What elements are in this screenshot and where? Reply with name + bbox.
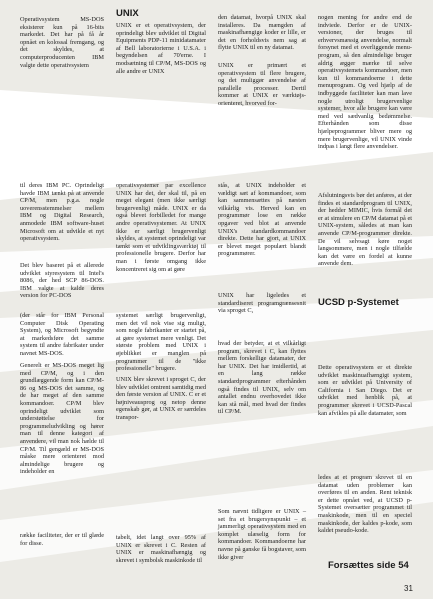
col4-para-2: Afslutningsvis bør det anføres, at der findes et standardprogram til UNIX, der hedder MIMIC, hvis formål det er at simulere en CP/M datamat på et UNIX-system, således at man kan anvende CP/M-programmer direkte. De vil selvsagt køre noget langsommere, men i nogle tilfælde kan det være en fordel at kunne anvende dem.	[318, 192, 412, 268]
col2-para-2: operativsystemer par excellence UNIX har det, der skal til, på en meget elegant (men ikke særligt brugervenlig) måde. UNIX er da også blevet forbilledet for mange andre operativsystemer. At UNIX ikke er særligt brugervenligt skyldes, at systemet oprindeligt var tænkt som et udviklingsværktøj til professionelle brugere. Derfor har man i første omgang ikke koncentreret sig om at gøre	[116, 182, 206, 273]
col3-para-4: UNIX har ligeledes et standardiseret programgrænsesnit via sproget C,	[218, 292, 306, 315]
col2-para-1: UNIX er et operativsystem, der oprindeligt blev udviklet til Digital Equipments PDP-11 minidatamater af Bell laboratorierne i U.S.A. i begyndelsen af 70'erne. I modsætning til CP/M, MS-DOS og alle andre er UNIX	[116, 22, 206, 75]
col1-para-6: række faciliteter, der er til glæde for disse.	[20, 532, 104, 547]
col3-para-3: stås, at UNIX indeholder et vældigt sæt af kommandoer, som kan sammensættes på næsten vilkårlig vis. Herved kan en programmør lose en række opgaver ved blot at anvende UNIX's standardkommandoer direkte. Dette har gjort, at UNIX er blevet meget populært blandt programmører.	[218, 182, 306, 258]
col4-para-1: nogen mening for andre end de indviede. Derfor er de UNIX-versioner, der bruges til erhvervsmæssig anvendelse, normalt forsynet med et overliggende menu-program, så den almindelige bruger aldrig ægger mærke til selve operativsystemets kommandoer, men kun til kommandoerne i dette menuprogram. Og ved hjælp af de indbyggede faciliteter kan man lave nogle utroligt brugervenlige systemer, hvor alle brugere kan være med ved sædvanlig bedømmelse. Efterhånden som disse hjælpeprogrammer bliver mere og mere brugervenlige, vil UNIX vinde indpas i langt flere anvendelser.	[318, 14, 412, 151]
col3-para-6: Som nævnt tidligere er UNIX – set fra et brugersynspunkt – et jammerligt operativsystem med en komplet ulæselig form for kommandoer. Kommandoerne har navne på ganske få bogstaver, som ikke giver	[218, 508, 306, 561]
col2-para-3: systemet særligt brugervenligt, men det vil nok vise sig muligt, som nogle fabrikanter er startet på, at gøre systemet mere venligt. Det største problem med UNIX i øjeblikket er manglen på programmer til de "ikke professionelle" brugere.	[116, 312, 206, 373]
col1-para-1: Operativsystem MS-DOS eksisterer kun på 16-bits markedet. Det har på få år opnået en kolossal fremgang, og det skyldes, at computerproducenten IBM valgte dette operativsystem	[20, 16, 104, 69]
col1-para-5: Generelt er MS-DOS meget lig med CP/M, og i den grundlæggende form kan CP/M-86 og MS-DOS det samme, og de har meget af den samme kommandoer. CP/M blev oprindeligt udviklet som understøttelse for programmeludvikling og hører man til denne kategori af anvendere, vil man nok hælde til CP/M. Til gengæld er MS-DOS måske mere orienteret mod almindelige brugere og indeholder en	[20, 362, 104, 476]
continued-note: Forsættes side 54	[328, 560, 409, 571]
col3-para-5: hvad der betyder, at et vilkårligt program, skrevet i C, kan flyttes mellem forskellige datamater, der har UNIX. Det har imidlertid, at en lang række standardprogrammer efterhånden også findes til UNIX, selv om antallet endnu overhovedet ikke kan stå mål, med hvad der findes til CP/M.	[218, 340, 306, 416]
col4-para-3: Dette operativsystem er et direkte udviklet maskinuafhængigt system, som er udviklet på University of California i San Diego. Det er udviklet med henblik på, at programmer skrevet i UCSD-Pascal kan afvikles på alle datamater, som	[318, 364, 412, 417]
col3-para-1: den datamat, hvorpå UNIX skal installeres. Da mængden af maskinafhængige koder er lille, er det en forholdsvis nem sag at flytte UNIX til en ny datamat.	[218, 14, 306, 52]
col4-para-4: ledes at et program skrevet til en datamat uden problemer kan overføres til en anden. Rent teknisk er dette opnået ved, at UCSD p-Systemet oversætter programmet til maskinkode, men til en speciel maskinkode, der kaldes p-kode, som kaldet pseudo-kode.	[318, 474, 412, 535]
col1-para-2: til deres IBM PC. Oprindeligt havde IBM tænkt på at anvende CP/M, men p.g.a. nogle uoverensstemmelser mellem IBM og Digital Research, anmodede IBM software-huset Microsoft om at udvikle et nyt operativsystem.	[20, 182, 104, 243]
col2-para-5: tabelt, idet langt over 95% af UNIX er skrevet i C. Resten af UNIX er maskinafhængig og skrevet i symbolsk maskinkode til	[116, 534, 206, 564]
col1-para-4: (der står for IBM Personal Computer Disk Operating System), og Microsoft begyndte at markedsføre det samme system til andre fabrikater under navnet MS-DOS.	[20, 312, 104, 357]
col1-para-3: Det blev baseret på et allerede udviklet styresystem til Intel's 8086, der hed SCP 86-DOS. IBM valgte at kalde deres version for PC-DOS	[20, 262, 104, 300]
page-number: 31	[404, 584, 413, 593]
heading-ucsd-p-system: UCSD p-Systemet	[318, 297, 399, 308]
col2-para-4: UNIX blev skrevet i sproget C, der blev udviklet omtrent samtidig med den første version af UNIX. C er et højniveausprog og netop denne egenskab gør, at UNIX er særdeles transpor-	[116, 376, 206, 421]
col3-para-2: UNIX er primært et operativsystem til flere brugere, og det muliggør anvendelse af parallelle processer. Dertil kommer at UNIX er værktøjs-orienteret, hvorved for-	[218, 62, 306, 107]
heading-unix: UNIX	[116, 8, 139, 19]
